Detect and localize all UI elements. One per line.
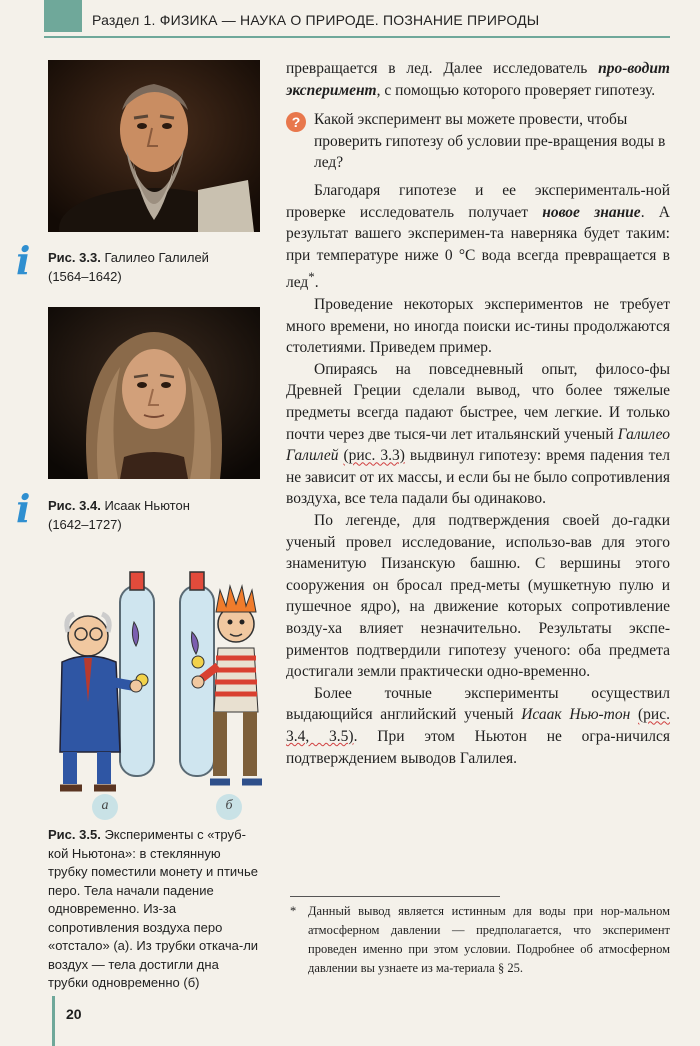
- info-icon: i: [16, 486, 31, 531]
- footnote-text: Данный вывод является истинным для воды при нор-мальном атмосферном давлении — предполагается, что эксперимент проведен именно при этом условии. Подробнее об атмосферном давлении вы узнаете из ма-териала § 25.: [308, 904, 670, 975]
- footnote-marker: *: [308, 269, 315, 285]
- page-number: 20: [66, 1006, 82, 1022]
- paragraph-2: Благодаря гипотезе и ее эксперименталь-ной проверке исследователь получает новое знание. А результат вашего эксперимен-та наверняка будет таким: при температуре ниже 0 °С вода всегда превращается в лед*.: [286, 181, 670, 292]
- paragraph-3: Проведение некоторых экспериментов не требует много времени, но иногда поиски ис-тины продолжаются столетиями. Приведем пример.: [286, 296, 670, 357]
- caption-fig-3-4-number: Рис. 3.4.: [48, 498, 101, 513]
- question-block: [286, 109, 670, 174]
- caption-fig-3-3-years: (1564–1642): [48, 269, 122, 284]
- newton-tube-illustration: [50, 562, 264, 824]
- paragraph-6: Более точные эксперименты осуществил выдающийся английский ученый Исаак Нью-тон (рис. 3.4, 3.5). При этом Ньютон не огра-ничился подтверждением выводов Галилея.: [286, 684, 670, 767]
- question-text: Какой эксперимент вы можете провести, чтобы проверить гипотезу об условии пре-вращения воды в лед?: [314, 111, 666, 172]
- caption-fig-3-5-number: Рис. 3.5.: [48, 827, 101, 842]
- paragraph-1: превращается в лед. Далее исследователь про-водит эксперимент, с помощью которого проверяет гипотезу.: [286, 60, 670, 99]
- label-b: б: [216, 794, 242, 820]
- label-a: а: [92, 794, 118, 820]
- paragraph-4: Опираясь на повседневный опыт, филосо-фы Древней Греции сделали вывод, что более тяжелые предметы всегда падают быстрее, чем легкие. И только почти через две тыся-чи лет итальянский ученый Галилео Галилей (рис. 3.3) выдвинул гипотезу: время падения тел не зависит от их массы, и если бы не было сопротивления воздуха, все тела падали бы одинаково.: [286, 360, 670, 508]
- page-number-bar: [52, 996, 55, 1046]
- info-icon: i: [16, 238, 31, 283]
- caption-fig-3-5: [48, 826, 260, 993]
- section-header: Раздел 1. ФИЗИКА — НАУКА О ПРИРОДЕ. ПОЗНАНИЕ ПРИРОДЫ: [92, 12, 540, 28]
- caption-fig-3-3-number: Рис. 3.3.: [48, 250, 101, 265]
- caption-fig-3-4-years: (1642–1727): [48, 517, 122, 532]
- caption-fig-3-4: [48, 496, 258, 534]
- caption-fig-3-3-name: Галилео Галилей: [104, 250, 209, 265]
- galileo-portrait: [48, 60, 260, 232]
- figure-ref-3-4-3-5: (рис. 3.4, 3.5): [286, 706, 670, 745]
- header-rule: [44, 36, 670, 38]
- tube-a: [120, 572, 154, 776]
- question-icon: ?: [286, 112, 306, 132]
- paragraph-5: По легенде, для подтверждения своей до-гадки ученый провел исследование, использо-вав для этого знаменитую Пизанскую башню. С вершины этого сооружения он бросал пред-меты (мушкетную пулю и пушечное ядро), на движение которых сопротивление возду-ха влияет незначительно. Результаты экспе-риментов подтвердили гипотезу ученого: оба предмета достигали земли практически одно-временно.: [286, 512, 670, 681]
- footnote-rule: [290, 896, 500, 897]
- footnote: [290, 902, 670, 978]
- caption-fig-3-4-name: Исаак Ньютон: [104, 498, 190, 513]
- main-text-column: [286, 58, 670, 769]
- caption-fig-3-3: [48, 248, 258, 286]
- header-color-block: [44, 0, 82, 32]
- figure-ref-3-3: (рис. 3.3): [343, 447, 405, 465]
- footnote-star: *: [290, 904, 297, 918]
- caption-fig-3-5-text: Эксперименты с «труб-кой Ньютона»: в стеклянную трубку поместили монету и птичье перо. Тела начали падение одновременно. Из-за сопротивления воздуха перо «отстало» (а). Из трубки откача-ли воздух — тела достигли дна трубки одновременно (б): [48, 827, 259, 990]
- newton-portrait: [48, 307, 260, 479]
